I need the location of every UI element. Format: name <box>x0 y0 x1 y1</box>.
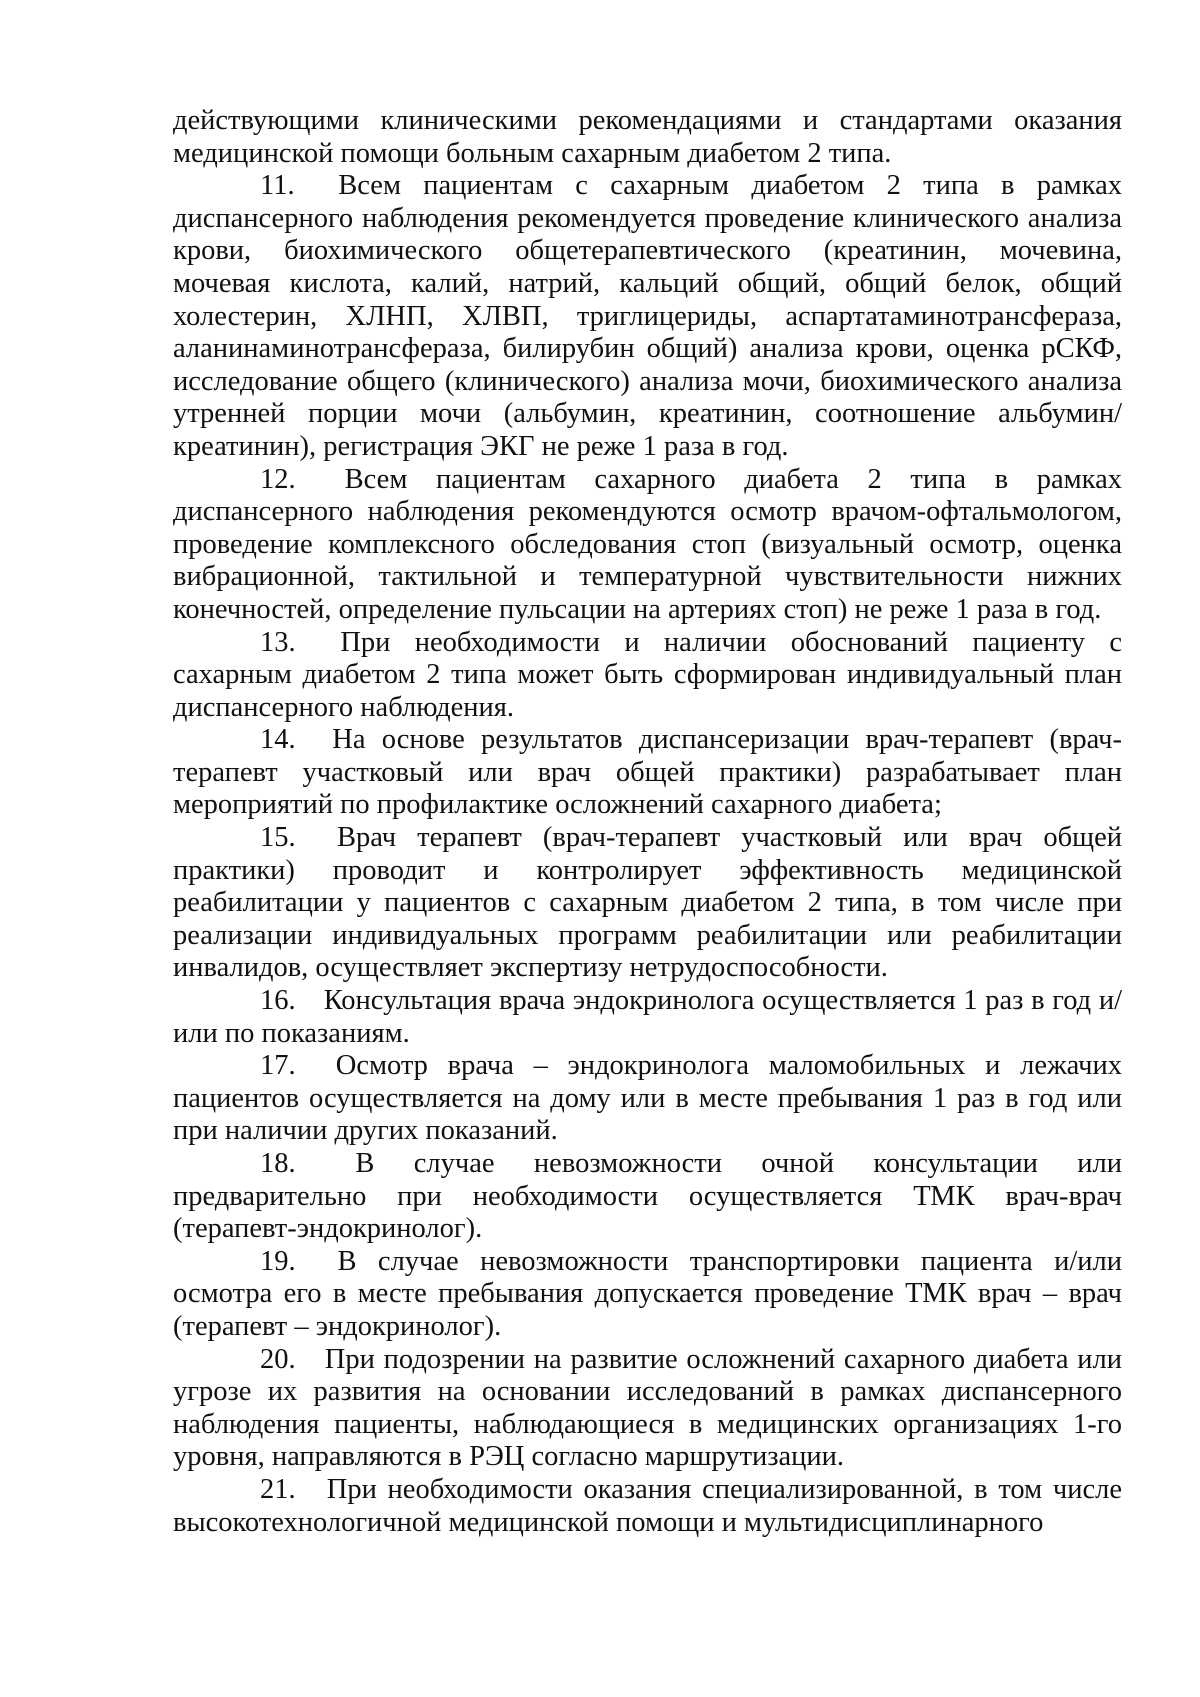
item-text: В случае невозможности очной консультации или предварительно при необходимости осуществляется ТМК врач-врач (терапевт-эндокринолог). <box>173 1148 1122 1245</box>
list-item-11 <box>173 170 1122 463</box>
intro-paragraph: действующими клиническими рекомендациями и стандартами оказания медицинской помощи больным сахарным диабетом 2 типа. <box>173 105 1122 169</box>
item-text: При необходимости оказания специализированной, в том числе высокотехнологичной медицинской помощи и мультидисциплинарного <box>173 1473 1122 1538</box>
item-text: При необходимости и наличии обоснований пациенту с сахарным диабетом 2 типа может быть сформирован индивидуальный план диспансерного наблюдения. <box>173 626 1122 723</box>
list-item-12 <box>173 464 1122 627</box>
item-number: 14. <box>260 724 296 756</box>
list-item-18 <box>173 1148 1122 1246</box>
item-text: Всем пациентам с сахарным диабетом 2 типа в рамках диспансерного наблюдения рекомендуется проведение клинического анализа крови, биохимического общетерапевтического (креатинин, мочевина, мочевая кислота, калий, натрий, кальций общий, общий белок, общий холестерин, ХЛНП, ХЛВП, триглицериды, аспартатаминотрансфераза, аланинаминотрансфераза, билирубин общий) анализа крови, оценка рСКФ, исследование общего (клинического) анализа мочи, биохимического анализа утренней порции мочи (альбумин, креатинин, соотношение альбумин/креатинин), регистрация ЭКГ не реже 1 раза в год. <box>173 170 1123 462</box>
item-text: В случае невозможности транспортировки пациента и/или осмотра его в месте пребывания допускается проведение ТМК врач – врач (терапевт – эндокринолог). <box>173 1245 1123 1342</box>
item-number: 12. <box>260 463 296 495</box>
item-text: Врач терапевт (врач-терапевт участковый или врач общей практики) проводит и контролирует эффективность медицинской реабилитации у пациентов с сахарным диабетом 2 типа, в том числе при реализации индивидуальных программ реабилитации или реабилитации инвалидов, осуществляет экспертизу нетрудоспособности. <box>173 822 1123 984</box>
item-text: При подозрении на развитие осложнений сахарного диабета или угрозе их развития на основании исследований в рамках диспансерного наблюдения пациенты, наблюдающиеся в медицинских организациях 1-го уровня, направляются в РЭЦ согласно маршрутизации. <box>173 1343 1122 1473</box>
item-number: 18. <box>260 1148 296 1179</box>
item-number: 21. <box>260 1473 296 1505</box>
list-item-16 <box>173 985 1122 1050</box>
item-number: 11. <box>260 170 295 202</box>
item-number: 20. <box>260 1343 296 1375</box>
list-item-14 <box>173 724 1122 822</box>
item-number: 17. <box>260 1050 296 1082</box>
document-page <box>173 105 1122 1539</box>
item-number: 19. <box>260 1245 296 1277</box>
list-item-20 <box>173 1344 1122 1474</box>
list-item-17 <box>173 1050 1122 1148</box>
item-number: 15. <box>260 822 296 854</box>
item-text: Осмотр врача – эндокринолога маломобильных и лежачих пациентов осуществляется на дому или в месте пребывания 1 раз в год или при наличии других показаний. <box>173 1050 1122 1147</box>
list-item-19 <box>173 1246 1122 1344</box>
item-number: 16. <box>260 985 296 1017</box>
list-item-15 <box>173 822 1122 985</box>
list-item-13 <box>173 627 1122 725</box>
item-text: Консультация врача эндокринолога осуществляется 1 раз в год и/или по показаниям. <box>173 985 1123 1049</box>
list-item-21 <box>173 1474 1122 1539</box>
item-text: Всем пациентам сахарного диабета 2 типа в рамках диспансерного наблюдения рекомендуются осмотр врачом-офтальмологом, проведение комплексного обследования стоп (визуальный осмотр, оценка вибрационной, тактильной и температурной чувствительности нижних конечностей, определение пульсации на артериях стоп) не реже 1 раза в год. <box>173 463 1123 625</box>
item-text: На основе результатов диспансеризации врач-терапевт (врач-терапевт участковый или врач общей практики) разрабатывает план мероприятий по профилактике осложнений сахарного диабета; <box>173 724 1122 821</box>
item-number: 13. <box>260 626 296 658</box>
